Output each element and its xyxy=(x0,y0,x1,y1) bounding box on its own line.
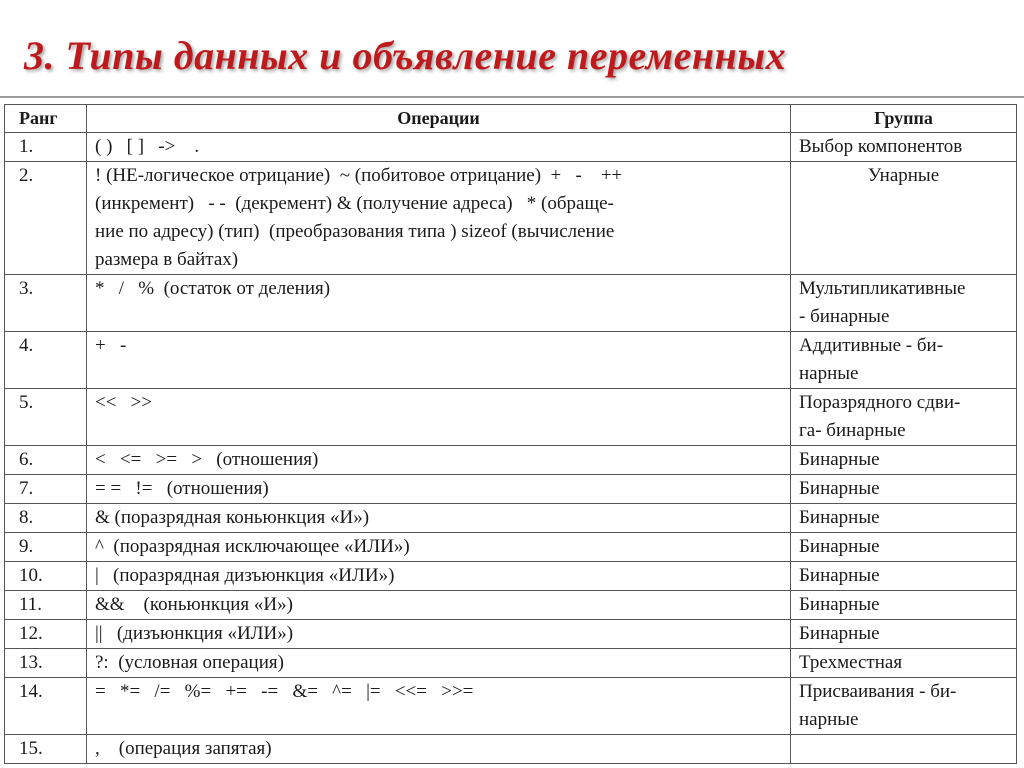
operations-cell: ( ) [ ] -> . xyxy=(87,133,791,162)
header-rank: Ранг xyxy=(5,105,87,133)
operations-cell: + - xyxy=(87,332,791,389)
table-row xyxy=(5,275,1017,332)
operations-cell: || (дизъюнкция «ИЛИ») xyxy=(87,620,791,649)
operations-cell: < <= >= > (отношения) xyxy=(87,446,791,475)
header-operations: Операции xyxy=(87,105,791,133)
operations-cell: = *= /= %= += -= &= ^= |= <<= >>= xyxy=(87,678,791,735)
slide-title: 3. Типы данных и объявление переменных xyxy=(24,33,787,78)
operations-cell: ! (НЕ-логическое отрицание) ~ (побитовое отрицание) + - ++ (инкремент) - - (декремент) & (получение адреса) * (обраще- ние по адресу) (тип) (преобразования типа ) sizeof (вычисление размера в байтах) xyxy=(87,162,791,275)
table-row xyxy=(5,649,1017,678)
title-divider xyxy=(0,96,1024,98)
table-row xyxy=(5,475,1017,504)
rank-cell: 3. xyxy=(5,275,87,332)
group-cell: Бинарные xyxy=(791,504,1017,533)
table-header-row xyxy=(5,105,1017,133)
group-cell: Бинарные xyxy=(791,591,1017,620)
table-row xyxy=(5,735,1017,764)
rank-cell: 7. xyxy=(5,475,87,504)
operations-cell: << >> xyxy=(87,389,791,446)
group-cell: Присваивания - би- нарные xyxy=(791,678,1017,735)
table-row xyxy=(5,504,1017,533)
rank-cell: 15. xyxy=(5,735,87,764)
table-row xyxy=(5,620,1017,649)
operations-cell: ?: (условная операция) xyxy=(87,649,791,678)
table-row xyxy=(5,591,1017,620)
group-cell: Бинарные xyxy=(791,562,1017,591)
group-cell: Бинарные xyxy=(791,475,1017,504)
table-row xyxy=(5,562,1017,591)
operations-cell: & (поразрядная коньюнкция «И») xyxy=(87,504,791,533)
table-row xyxy=(5,162,1017,275)
rank-cell: 10. xyxy=(5,562,87,591)
rank-cell: 11. xyxy=(5,591,87,620)
group-cell: Поразрядного сдви- га- бинарные xyxy=(791,389,1017,446)
group-cell: Бинарные xyxy=(791,620,1017,649)
table-row xyxy=(5,533,1017,562)
operator-precedence-table xyxy=(4,104,1017,764)
operations-cell: | (поразрядная дизъюнкция «ИЛИ») xyxy=(87,562,791,591)
operations-cell: ^ (поразрядная исключающее «ИЛИ») xyxy=(87,533,791,562)
operations-cell: = = != (отношения) xyxy=(87,475,791,504)
operations-cell: && (коньюнкция «И») xyxy=(87,591,791,620)
table-row xyxy=(5,678,1017,735)
group-cell: Выбор компонентов xyxy=(791,133,1017,162)
group-cell: Бинарные xyxy=(791,446,1017,475)
header-group: Группа xyxy=(791,105,1017,133)
group-cell xyxy=(791,735,1017,764)
group-cell: Бинарные xyxy=(791,533,1017,562)
rank-cell: 6. xyxy=(5,446,87,475)
rank-cell: 5. xyxy=(5,389,87,446)
table-row xyxy=(5,332,1017,389)
rank-cell: 1. xyxy=(5,133,87,162)
rank-cell: 2. xyxy=(5,162,87,275)
table-row xyxy=(5,446,1017,475)
group-cell: Унарные xyxy=(791,162,1017,275)
rank-cell: 4. xyxy=(5,332,87,389)
group-cell: Трехместная xyxy=(791,649,1017,678)
rank-cell: 9. xyxy=(5,533,87,562)
table-row xyxy=(5,133,1017,162)
operations-cell: * / % (остаток от деления) xyxy=(87,275,791,332)
rank-cell: 13. xyxy=(5,649,87,678)
group-cell: Аддитивные - би- нарные xyxy=(791,332,1017,389)
rank-cell: 12. xyxy=(5,620,87,649)
table-row xyxy=(5,389,1017,446)
operations-cell: , (операция запятая) xyxy=(87,735,791,764)
group-cell: Мультипликативные - бинарные xyxy=(791,275,1017,332)
rank-cell: 14. xyxy=(5,678,87,735)
rank-cell: 8. xyxy=(5,504,87,533)
